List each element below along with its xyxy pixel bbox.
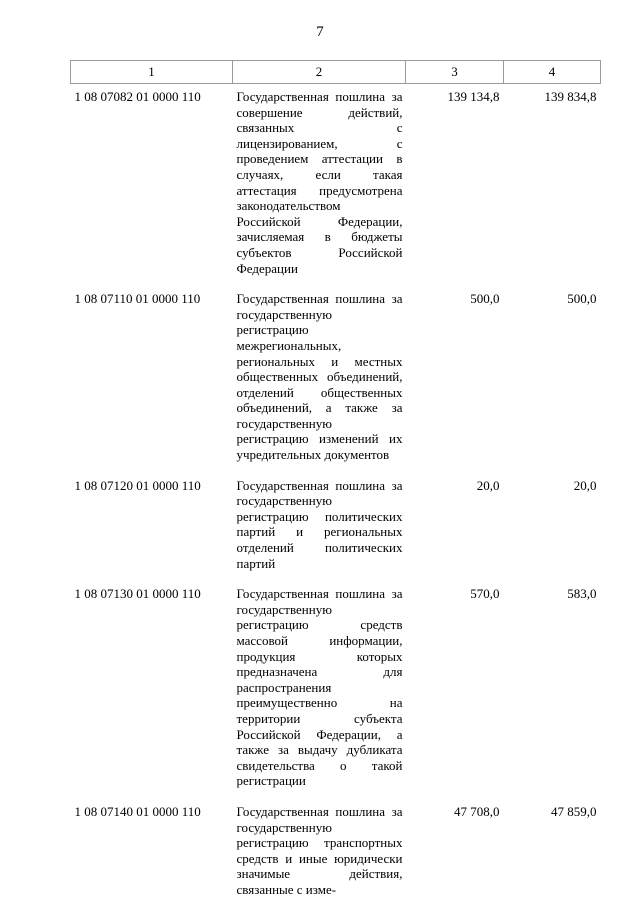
budget-code-cell: 1 08 07082 01 0000 110	[74, 89, 201, 104]
value-column-3-cell: 47 708,0	[454, 803, 500, 819]
table-row	[71, 475, 601, 584]
value-column-4-cell: 20,0	[573, 477, 597, 493]
column-header-3: 3	[406, 61, 504, 84]
value-column-4-cell: 583,0	[567, 586, 597, 602]
budget-code-cell: 1 08 07110 01 0000 110	[74, 291, 201, 307]
revenue-name-cell: Государственная пошлина за совершение действий, связанных с лицензированием, с проведением аттестации в случаях, если такая аттестация предусмотрена законодательством Российской Федерации, зачисляемая в бюджеты субъектов Российской Федерации	[236, 89, 403, 276]
budget-revenue-table	[70, 60, 601, 898]
value-column-3-cell: 570,0	[470, 586, 500, 602]
revenue-name-cell: Государственная пошлина за государственную регистрацию политических партий и региональных отделений политических партий	[236, 477, 403, 571]
value-column-4-cell: 47 859,0	[551, 803, 597, 819]
budget-code-cell: 1 08 07120 01 0000 110	[74, 477, 201, 493]
budget-code-cell: 1 08 07130 01 0000 110	[74, 586, 201, 602]
column-header-4: 4	[504, 61, 601, 84]
table-row	[71, 288, 601, 475]
table-row	[71, 583, 601, 801]
value-column-4-cell: 500,0	[567, 291, 597, 307]
revenue-name-cell: Государственная пошлина за государственную регистрацию межрегиональных, региональных и местных общественных объединений, отделений общественных объединений, а также за государственную регистрацию изменений их учредительных документов	[236, 291, 403, 463]
revenue-name-cell: Государственная пошлина за государственную регистрацию транспортных средств и иные юридически значимые действия, связанные с изме-	[236, 803, 403, 897]
column-header-2: 2	[233, 61, 406, 84]
column-header-1: 1	[71, 61, 233, 84]
page-number: 7	[316, 24, 324, 40]
budget-code-cell: 1 08 07140 01 0000 110	[74, 803, 201, 819]
value-column-3-cell: 139 134,8	[447, 89, 500, 104]
value-column-3-cell: 500,0	[470, 291, 500, 307]
revenue-name-cell: Государственная пошлина за государственную регистрацию средств массовой информации, продукция которых предназначена для распространения преимущественно на территории субъекта Российской Федерации, а также за выдачу дубликата свидетельства о такой регистрации	[236, 586, 403, 789]
value-column-3-cell: 20,0	[476, 477, 500, 493]
table-row	[71, 84, 601, 289]
table-row	[71, 801, 601, 898]
value-column-4-cell: 139 834,8	[544, 89, 597, 104]
table-header-row	[71, 61, 601, 84]
